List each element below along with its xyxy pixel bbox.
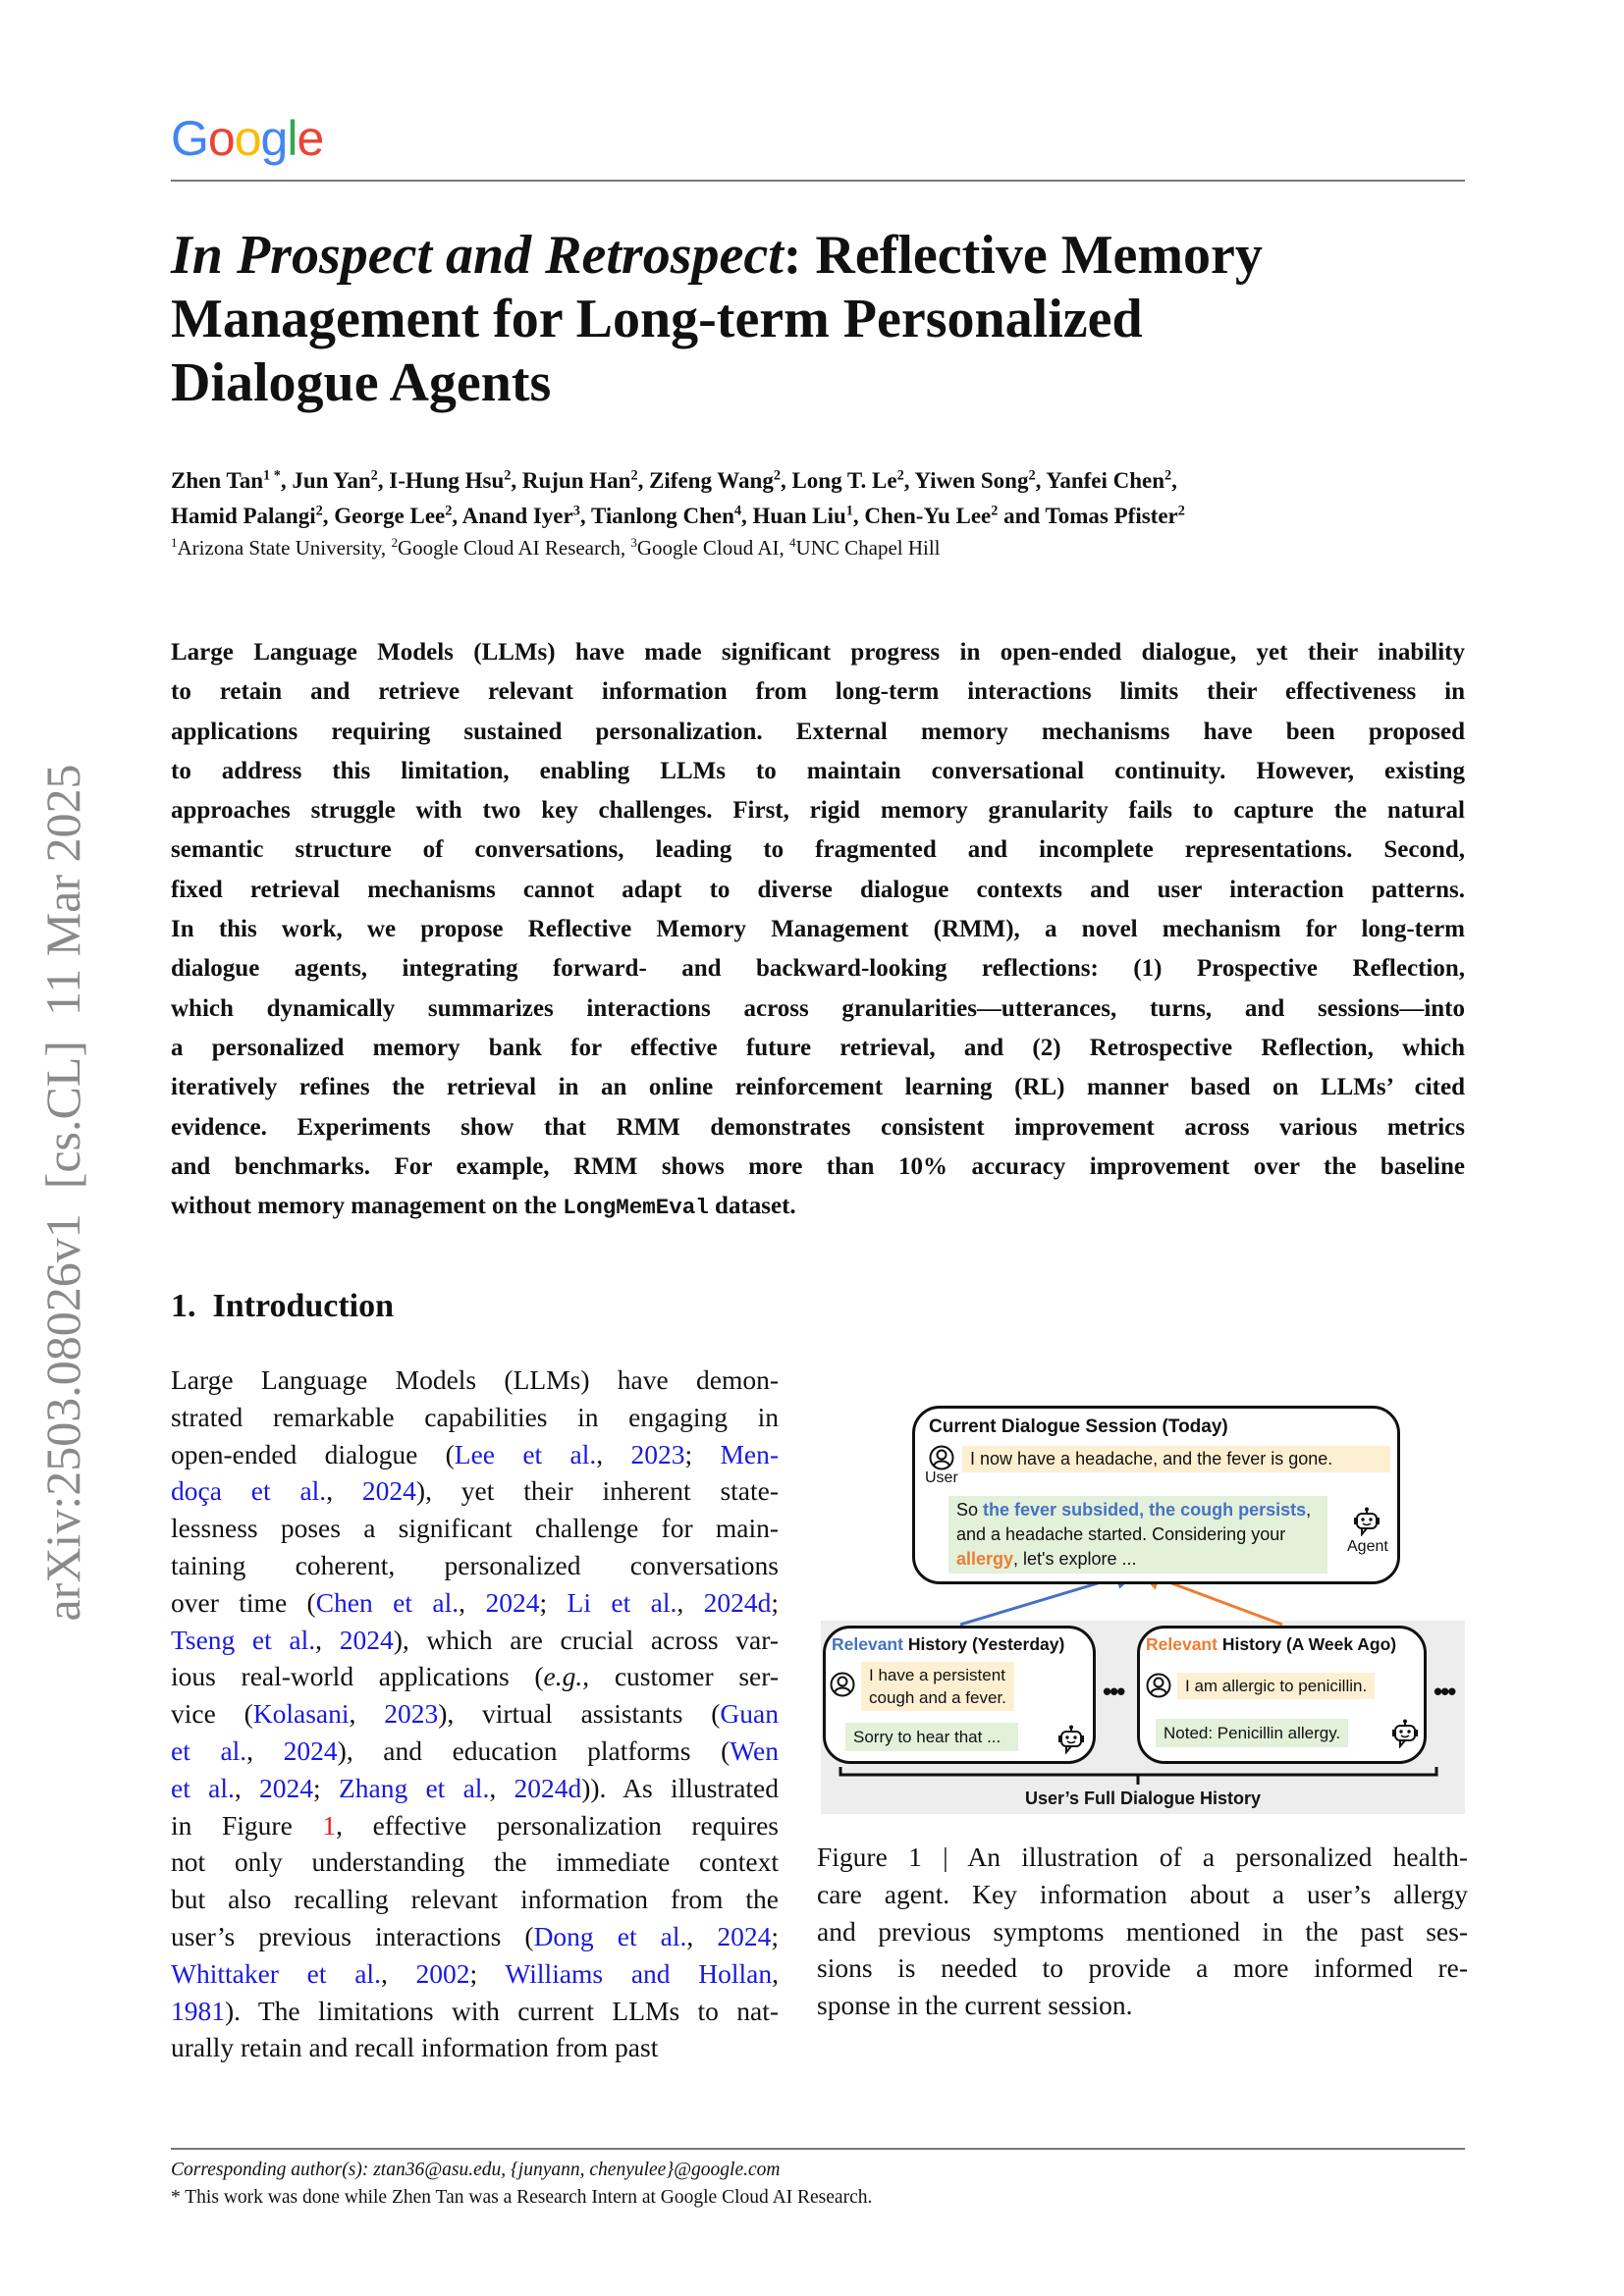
text-line [171, 871, 1465, 910]
text-line [171, 713, 1465, 752]
text-run: Large Language Models (LLMs) have made significant progress in open-ended dialogue, yet their inability [171, 639, 1465, 666]
text-run: which dynamically summarizes interactions across granularities—utterances, turns, and sessions—into [171, 994, 1465, 1022]
author-name: , Rujun Han [511, 468, 631, 493]
text-run: )). As illustrated [581, 1772, 780, 1803]
text-line [171, 1733, 779, 1770]
citation-link[interactable]: 2023 [384, 1698, 439, 1730]
text-run: vice ( [171, 1698, 253, 1730]
text-run: , [772, 1957, 779, 1989]
logo-letter: o [234, 111, 261, 166]
week-ago-user-message: I am allergic to penicillin. [1177, 1673, 1375, 1699]
text-run: to retain and retrieve relevant information from long-term interactions limits their effectiveness in [171, 678, 1465, 706]
msg-text: and a headache started. Considering your [956, 1524, 1286, 1544]
text-line [171, 1547, 779, 1584]
user-icon [929, 1445, 954, 1470]
text-line [817, 1987, 1468, 2024]
text-line [171, 949, 1465, 988]
affiliation-name: UNC Chapel Hill [795, 536, 941, 560]
text-run: Figure 1 | An illustration of a personalized health- [817, 1842, 1468, 1872]
text-run: , [596, 1438, 631, 1469]
citation-link[interactable]: 2024 [283, 1735, 338, 1766]
yesterday-user-message [861, 1662, 1014, 1711]
yesterday-agent-message: Sorry to hear that ... [845, 1723, 1018, 1751]
text-line [171, 1029, 1465, 1068]
author-name: Zhen Tan [171, 468, 263, 493]
affiliation-mark: 2 [1164, 467, 1172, 484]
author-name: , Huan Liu [741, 504, 846, 528]
text-run: user’s previous interactions ( [171, 1920, 534, 1951]
text-line [817, 1839, 1468, 1876]
affiliation-mark: 2 [1177, 503, 1185, 519]
affiliations [171, 536, 941, 561]
text-run: semantic structure of conversations, leading to fragmented and incomplete representations. Second, [171, 836, 1465, 864]
text-run: , [459, 1586, 486, 1618]
citation-link[interactable]: et al. [171, 1772, 235, 1803]
citation-link[interactable]: 2024 [361, 1475, 416, 1507]
affiliation-mark: 3 [572, 503, 580, 519]
author-name: Hamid Palangi [171, 504, 316, 528]
msg-text: , let's explore ... [1013, 1549, 1137, 1569]
text-line [171, 1399, 779, 1436]
text-line [171, 1658, 779, 1695]
figure-1 [821, 1404, 1465, 1816]
affiliation-mark: 2 [1028, 467, 1036, 484]
citation-link[interactable]: Wen [730, 1735, 779, 1766]
logo-letter: e [297, 111, 324, 166]
msg-text: So [956, 1500, 984, 1520]
title-line2: Management for Long-term Personalized [171, 289, 1143, 349]
paper-title [171, 224, 1477, 415]
text-run: ; [771, 1920, 779, 1951]
corresponding-authors: Corresponding author(s): ztan36@asu.edu, {junyann, chenyulee}@google.com [171, 2160, 781, 2180]
ellipsis-after: ••• [1434, 1677, 1455, 1706]
text-run: ; [684, 1438, 721, 1469]
text-run: In this work, we propose Reflective Memory Management (RMM), a novel mechanism for long-term [171, 916, 1465, 943]
author-name: and Tomas Pfister [998, 504, 1178, 528]
citation-link[interactable]: doça et al. [171, 1475, 327, 1507]
text-run: evidence. Experiments show that RMM demonstrates consistent improvement across various metrics [171, 1113, 1465, 1141]
text-run: ious real-world applications ( [171, 1661, 544, 1692]
intern-footnote: * This work was done while Zhen Tan was a Research Intern at Google Cloud AI Research. [171, 2187, 873, 2208]
text-run: taining coherent, personalized conversations [171, 1549, 779, 1580]
user-icon [830, 1672, 855, 1697]
affiliation-name: Google Cloud AI, [636, 536, 790, 560]
text-run: ), yet their inherent state- [415, 1475, 779, 1507]
text-run: without memory management on the [171, 1193, 564, 1220]
text-run: sions is needed to provide a more informed re- [817, 1952, 1468, 1984]
text-run: to address this limitation, enabling LLMs to maintain conversational continuity. However, existing [171, 757, 1465, 784]
author-name: , I-Hung Hsu [377, 468, 505, 493]
text-run: dialogue agents, integrating forward- and backward-looking reflections: (1) Prospective Reflection, [171, 955, 1465, 983]
citation-link[interactable]: 2024d [514, 1772, 582, 1803]
title-line3: Dialogue Agents [171, 352, 552, 413]
text-run: over time ( [171, 1586, 316, 1618]
text-line [171, 1510, 779, 1547]
week-ago-agent-message: Noted: Penicillin allergy. [1156, 1719, 1348, 1747]
text-run: iteratively refines the retrieval in an online reinforcement learning (RL) manner based on LLMs’ cited [171, 1074, 1465, 1101]
text-run: , [677, 1586, 704, 1618]
msg-text: cough and a fever. [869, 1688, 1006, 1707]
citation-link[interactable]: Kolasani [252, 1698, 350, 1730]
text-run: , [489, 1772, 514, 1803]
text-run: , [380, 1957, 416, 1989]
citation-link[interactable]: 2024 [259, 1772, 314, 1803]
text-line [171, 1918, 779, 1955]
affiliation-mark: 2 [896, 467, 904, 484]
affiliation-mark: 2 [504, 467, 512, 484]
citation-link[interactable]: Chen et al. [315, 1586, 460, 1618]
text-run: ; [539, 1586, 568, 1618]
citation-link[interactable]: Williams and Hollan [505, 1957, 773, 1989]
author-name: , Yiwen Song [903, 468, 1029, 493]
relevant-label: Relevant [832, 1634, 903, 1654]
author-name: , George Lee [322, 504, 446, 528]
text-line [171, 1843, 779, 1881]
logo-letter: o [207, 111, 235, 166]
text-run: ; [313, 1772, 339, 1803]
user-label: User [925, 1469, 958, 1486]
text-run: ), which are crucial across var- [393, 1624, 779, 1655]
citation-link[interactable]: Dong et al. [533, 1920, 687, 1951]
affiliation-mark: 2 [630, 467, 638, 484]
relevant-label: Relevant [1146, 1634, 1218, 1654]
italic-text: e.g. [543, 1661, 583, 1692]
text-line [817, 1876, 1468, 1913]
citation-link[interactable]: Li et al. [567, 1586, 677, 1618]
history-yesterday-title [832, 1634, 1064, 1655]
text-run: ), virtual assistants ( [438, 1698, 721, 1730]
header-rule [171, 180, 1465, 182]
citation-link[interactable]: 2023 [630, 1438, 685, 1469]
current-user-message: I now have a headache, and the fever is gone. [962, 1446, 1390, 1472]
robot-icon [1057, 1725, 1085, 1754]
author-name: , Anand Iyer [452, 504, 573, 528]
affiliation-mark: 4 [733, 503, 742, 519]
google-logo [171, 110, 323, 167]
affiliation-mark: 1 [845, 503, 853, 519]
text-line [171, 910, 1465, 949]
text-line [171, 1881, 779, 1918]
text-run: strated remarkable capabilities in engaging in [171, 1401, 779, 1432]
text-line [171, 1993, 779, 2030]
text-line [171, 1472, 779, 1510]
title-italic: In Prospect and Retrospect [171, 225, 784, 286]
author-name: , Jun Yan [280, 468, 371, 493]
affiliation-name: Google Cloud AI Research, [397, 536, 631, 560]
text-run: Large Language Models (LLMs) have demon- [171, 1364, 779, 1395]
citation-link[interactable]: 2024 [339, 1624, 394, 1655]
text-line [171, 2029, 779, 2066]
text-run: a personalized memory bank for effective future retrieval, and (2) Retrospective Reflection, which [171, 1034, 1465, 1061]
user-icon [1146, 1673, 1171, 1698]
title-text: History (Yesterday) [902, 1634, 1065, 1654]
text-line [171, 1622, 779, 1659]
introduction-text [171, 1362, 779, 2066]
ellipsis-between: ••• [1103, 1677, 1124, 1706]
text-run: fixed retrieval mechanisms cannot adapt to diverse dialogue contexts and user interaction patterns. [171, 876, 1465, 903]
text-run: , [234, 1772, 260, 1803]
affiliation-mark: 2 [370, 467, 378, 484]
robot-icon [1391, 1719, 1419, 1748]
text-line [171, 1068, 1465, 1107]
authors-line1 [171, 463, 1477, 499]
affiliation-mark: 2 [391, 535, 398, 550]
author-name: , [1171, 468, 1177, 493]
text-line [171, 1108, 1465, 1148]
text-line [171, 1695, 779, 1733]
logo-letter: l [287, 111, 298, 166]
arxiv-stamp: arXiv:2503.08026v1 [cs.CL] 11 Mar 2025 [35, 764, 90, 1622]
code-text: LongMemEval [563, 1195, 709, 1221]
text-line [171, 1955, 779, 1993]
author-name: , Zifeng Wang [637, 468, 774, 493]
highlight-blue: the fever subsided, the cough persists [983, 1500, 1307, 1520]
text-line [171, 1770, 779, 1807]
section-number: 1. [171, 1288, 196, 1324]
history-label: User’s Full Dialogue History [1024, 1789, 1262, 1808]
text-line [817, 1913, 1468, 1950]
author-name: , Chen-Yu Lee [852, 504, 992, 528]
text-run: in Figure [171, 1809, 323, 1841]
logo-letter: G [171, 111, 208, 166]
citation-link[interactable]: 2024 [717, 1920, 772, 1951]
text-run: care agent. Key information about a user’s allergy [817, 1878, 1468, 1909]
text-run: urally retain and recall information from past [171, 2032, 659, 2063]
author-name: , Long T. Le [780, 468, 897, 493]
title-line1: : Reflective Memory [783, 225, 1263, 286]
authors-line2 [171, 499, 1477, 534]
citation-link[interactable]: 2024 [485, 1586, 540, 1618]
text-run: ; [771, 1586, 780, 1618]
citation-link[interactable]: 1981 [171, 1995, 225, 2026]
text-run: ; [469, 1957, 506, 1989]
current-agent-message [948, 1496, 1327, 1574]
citation-link[interactable]: 2002 [415, 1957, 470, 1989]
title-text: History (A Week Ago) [1217, 1634, 1397, 1654]
text-line [171, 752, 1465, 791]
affiliation-mark: 4 [789, 535, 796, 550]
text-line [171, 1436, 779, 1473]
affiliation-mark: 1 * [263, 467, 281, 484]
text-run: , [246, 1735, 284, 1766]
author-list [171, 463, 1477, 534]
footnote-rule [171, 2148, 1465, 2150]
highlight-orange: allergy [956, 1549, 1014, 1569]
history-week-ago-title [1146, 1634, 1396, 1655]
citation-link[interactable]: Guan [720, 1698, 779, 1730]
msg-text: I have a persistent [869, 1666, 1005, 1684]
text-run: and previous symptoms mentioned in the past ses- [817, 1915, 1468, 1947]
text-run: , effective personalization requires [336, 1809, 779, 1841]
section-title: Introduction [212, 1288, 395, 1324]
text-run: sponse in the current session. [817, 1990, 1133, 2021]
agent-label: Agent [1347, 1538, 1388, 1555]
text-run: applications requiring sustained personalization. External memory mechanisms have been proposed [171, 718, 1465, 745]
history-week-ago-box [1137, 1626, 1427, 1764]
text-line [171, 1187, 1465, 1227]
text-line [817, 1949, 1468, 1987]
text-run: approaches struggle with two key challenges. First, rigid memory granularity fails to capture the natural [171, 797, 1465, 825]
text-run: , customer ser- [582, 1661, 779, 1692]
affiliation-mark: 2 [445, 503, 453, 519]
abstract [171, 633, 1465, 1227]
citation-link[interactable]: Lee et al. [454, 1438, 597, 1469]
history-bracket [821, 1765, 1465, 1789]
text-line [171, 791, 1465, 830]
text-line [171, 672, 1465, 712]
text-run: , [326, 1475, 362, 1507]
text-run: lessness poses a significant challenge for main- [171, 1513, 779, 1544]
robot-icon [1353, 1507, 1380, 1536]
section-heading [171, 1288, 394, 1325]
citation-link[interactable]: Tseng et al. [171, 1624, 316, 1655]
text-line [171, 1584, 779, 1622]
text-run: and benchmarks. For example, RMM shows more than 10% accuracy improvement over the baseline [171, 1152, 1465, 1180]
text-line [171, 633, 1465, 672]
msg-text: , [1306, 1500, 1312, 1520]
text-line [171, 989, 1465, 1029]
author-name: , Tianlong Chen [579, 504, 734, 528]
text-run: dataset. [708, 1193, 796, 1220]
text-run: ), and education platforms ( [337, 1735, 731, 1766]
text-line [171, 830, 1465, 870]
text-run: , [686, 1920, 718, 1951]
affiliation-mark: 2 [315, 503, 323, 519]
figure-caption [817, 1839, 1468, 2024]
citation-link[interactable]: et al. [171, 1735, 247, 1766]
affiliation-mark: 1 [171, 535, 178, 550]
text-run: , [315, 1624, 340, 1655]
affiliation-name: Arizona State University, [177, 536, 392, 560]
text-run: but also recalling relevant information from the [171, 1884, 779, 1915]
citation-link[interactable]: Men- [720, 1438, 780, 1469]
citation-link[interactable]: 2024d [703, 1586, 772, 1618]
author-name: , Yanfei Chen [1035, 468, 1165, 493]
text-line [171, 1807, 779, 1844]
affiliation-mark: 2 [773, 467, 781, 484]
current-session-title: Current Dialogue Session (Today) [929, 1416, 1228, 1437]
citation-link[interactable]: Zhang et al. [338, 1772, 490, 1803]
logo-letter: g [260, 111, 288, 166]
text-line [171, 1362, 779, 1399]
figure-ref[interactable]: 1 [322, 1809, 337, 1841]
current-session-box [912, 1406, 1400, 1584]
text-run: not only understanding the immediate context [171, 1846, 779, 1878]
text-run: ). The limitations with current LLMs to nat- [225, 1995, 779, 2026]
affiliation-mark: 3 [630, 535, 637, 550]
text-run: open-ended dialogue ( [171, 1438, 455, 1469]
affiliation-mark: 2 [991, 503, 999, 519]
citation-link[interactable]: Whittaker et al. [171, 1957, 381, 1989]
history-yesterday-box [823, 1626, 1096, 1764]
text-line [171, 1148, 1465, 1187]
text-run: , [349, 1698, 385, 1730]
